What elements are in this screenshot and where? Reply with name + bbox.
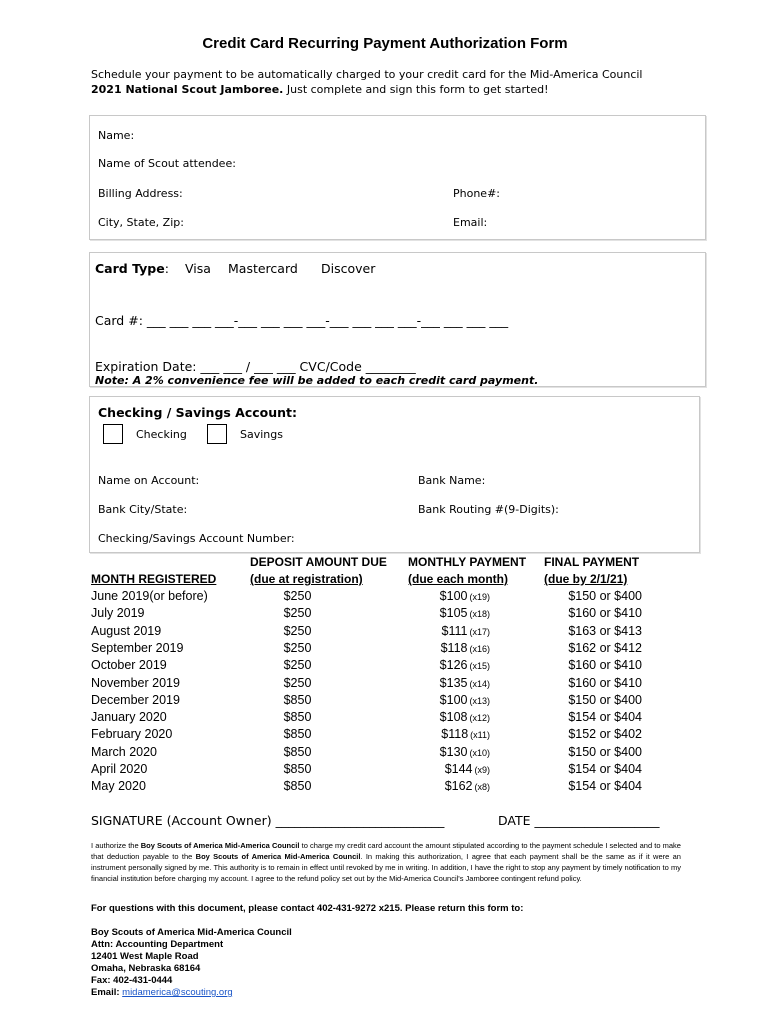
row-month: March 2020 <box>91 745 158 759</box>
billing-address-field[interactable]: Billing Address: <box>98 187 183 200</box>
row-month: October 2019 <box>91 658 167 672</box>
row-monthly-amount: $100 <box>439 693 468 707</box>
email-link[interactable]: midamerica@scouting.org <box>122 987 233 998</box>
address-attn: Attn: Accounting Department <box>91 939 224 950</box>
savings-checkbox[interactable] <box>207 424 227 444</box>
card-option-mastercard[interactable]: Mastercard <box>228 261 298 276</box>
row-payment-count: (x9) <box>474 765 490 775</box>
header-monthly-top: MONTHLY PAYMENT <box>408 555 527 569</box>
row-deposit: $850 <box>283 710 312 724</box>
bank-heading: Checking / Savings Account: <box>98 405 298 420</box>
row-deposit: $250 <box>283 676 312 690</box>
intro-line-2 <box>91 83 549 96</box>
checking-checkbox[interactable] <box>103 424 123 444</box>
row-payment-count: (x11) <box>470 730 490 740</box>
page-title: Credit Card Recurring Payment Authorization Form <box>202 35 568 52</box>
row-final: $160 or $410 <box>568 676 642 690</box>
signature-line[interactable]: SIGNATURE (Account Owner) ___________________________ <box>91 813 445 828</box>
row-payment-count: (x12) <box>469 713 490 723</box>
address-org: Boy Scouts of America Mid-America Council <box>91 927 292 938</box>
header-monthly-bottom: (due each month) <box>408 572 509 586</box>
row-deposit: $250 <box>283 606 312 620</box>
row-monthly-amount: $126 <box>439 658 468 672</box>
row-monthly-amount: $111 <box>441 624 468 638</box>
address-street: 12401 West Maple Road <box>91 951 199 962</box>
row-final: $154 or $404 <box>568 779 642 793</box>
row-deposit: $250 <box>283 624 312 638</box>
address-email-row: Email: midamerica@scouting.org <box>91 987 233 998</box>
row-final: $154 or $404 <box>568 710 642 724</box>
row-monthly-amount: $118 <box>441 727 469 741</box>
header-deposit-top: DEPOSIT AMOUNT DUE <box>250 555 387 569</box>
bank-city-state-field[interactable]: Bank City/State: <box>98 503 188 516</box>
row-monthly-amount: $105 <box>439 606 468 620</box>
row-final: $160 or $410 <box>568 606 642 620</box>
row-final: $150 or $400 <box>568 745 642 759</box>
row-monthly <box>400 710 490 724</box>
row-monthly <box>400 693 490 707</box>
card-option-visa[interactable]: Visa <box>185 261 211 276</box>
address-city: Omaha, Nebraska 68164 <box>91 963 201 974</box>
phone-field[interactable]: Phone#: <box>453 187 500 200</box>
row-payment-count: (x8) <box>474 782 490 792</box>
row-final: $163 or $413 <box>568 624 642 638</box>
card-type-label: Card Type <box>95 261 165 276</box>
row-monthly-amount: $100 <box>439 589 468 603</box>
row-payment-count: (x17) <box>469 627 490 637</box>
row-monthly-amount: $118 <box>440 641 468 655</box>
row-month: December 2019 <box>91 693 180 707</box>
bank-name-field[interactable]: Bank Name: <box>418 474 486 487</box>
row-month: August 2019 <box>91 624 162 638</box>
row-deposit: $850 <box>283 762 312 776</box>
row-month: April 2020 <box>91 762 148 776</box>
row-monthly <box>400 727 490 741</box>
row-monthly <box>400 762 490 776</box>
intro-event-name: 2021 National Scout Jamboree. <box>91 83 284 96</box>
authorization-text: I authorize the Boy Scouts of America Mid-America Council to charge my credit card account the amount stipulated according to the payment schedule I selected and to make that deduction payable to the Boy Scouts of America Mid-America Council. In making this authorization, I agree that each payment shall be the same as if it were an instrument personally signed by me. This authority is to remain in effect until revoked by me in writing. In addition, I have the right to stop any payment by timely notification to my financial institution before charging my account. I agree to the refund policy set out by the Mid-America Council's Jamboree contingent refund policy. <box>91 841 681 883</box>
row-payment-count: (x13) <box>469 696 490 706</box>
address-fax: Fax: 402-431-0444 <box>91 975 173 986</box>
row-payment-count: (x15) <box>469 661 490 671</box>
row-deposit: $250 <box>283 658 312 672</box>
header-final-bottom: (due by 2/1/21) <box>544 572 628 586</box>
row-payment-count: (x18) <box>469 609 490 619</box>
row-month: January 2020 <box>91 710 167 724</box>
row-monthly <box>400 606 490 620</box>
row-monthly-amount: $162 <box>444 779 473 793</box>
row-final: $150 or $400 <box>568 589 642 603</box>
row-deposit: $250 <box>283 641 312 655</box>
row-deposit: $850 <box>283 727 312 741</box>
email-field[interactable]: Email: <box>453 216 488 229</box>
card-type-row: Card Type: <box>95 261 169 276</box>
savings-label: Savings <box>240 428 283 441</box>
row-month: May 2020 <box>91 779 146 793</box>
row-month: September 2019 <box>91 641 184 655</box>
row-monthly <box>400 658 490 672</box>
row-final: $150 or $400 <box>568 693 642 707</box>
card-option-discover[interactable]: Discover <box>321 261 376 276</box>
intro-line-1: Schedule your payment to be automatically charged to your credit card for the Mid-America Council <box>91 68 643 81</box>
convenience-fee-note: Note: A 2% convenience fee will be added to each credit card payment. <box>95 374 539 387</box>
city-state-zip-field[interactable]: City, State, Zip: <box>98 216 184 229</box>
checking-label: Checking <box>136 428 187 441</box>
account-number-field[interactable]: Checking/Savings Account Number: <box>98 532 295 545</box>
row-monthly-amount: $135 <box>439 676 468 690</box>
row-monthly <box>400 641 490 655</box>
row-monthly <box>400 624 490 638</box>
row-monthly-amount: $108 <box>439 710 468 724</box>
row-deposit: $850 <box>283 779 312 793</box>
intro-instruction: Just complete and sign this form to get started! <box>283 83 549 96</box>
row-final: $160 or $410 <box>568 658 642 672</box>
bank-routing-field[interactable]: Bank Routing #(9-Digits): <box>418 503 559 516</box>
expiration-cvc-field[interactable]: Expiration Date: ___ ___ / ___ ___ CVC/Code ________ <box>95 359 416 374</box>
row-deposit: $850 <box>283 693 312 707</box>
row-final: $162 or $412 <box>568 641 642 655</box>
row-month: February 2020 <box>91 727 173 741</box>
card-number-field[interactable]: Card #: ___ ___ ___ ___-___ ___ ___ ___-___ ___ ___ ___-___ ___ ___ ___ <box>95 313 509 328</box>
name-field[interactable]: Name: <box>98 129 135 142</box>
header-deposit-bottom: (due at registration) <box>250 572 363 586</box>
row-monthly <box>400 779 490 793</box>
row-month: June 2019(or before) <box>91 589 208 603</box>
date-line[interactable]: DATE ____________________ <box>498 813 660 828</box>
row-monthly <box>400 676 490 690</box>
header-final-top: FINAL PAYMENT <box>544 555 640 569</box>
row-final: $154 or $404 <box>568 762 642 776</box>
row-monthly <box>400 589 490 603</box>
row-payment-count: (x14) <box>469 679 490 689</box>
row-month: November 2019 <box>91 676 180 690</box>
header-month: MONTH REGISTERED <box>91 572 217 586</box>
name-on-account-field[interactable]: Name on Account: <box>98 474 200 487</box>
questions-contact: For questions with this document, please contact 402-431-9272 x215. Please return this form to: <box>91 903 524 914</box>
row-monthly <box>400 745 490 759</box>
row-deposit: $250 <box>283 589 312 603</box>
row-payment-count: (x19) <box>469 592 490 602</box>
row-payment-count: (x10) <box>469 748 490 758</box>
row-month: July 2019 <box>91 606 145 620</box>
row-payment-count: (x16) <box>469 644 490 654</box>
row-monthly-amount: $144 <box>444 762 473 776</box>
scout-name-field[interactable]: Name of Scout attendee: <box>98 157 236 170</box>
row-deposit: $850 <box>283 745 312 759</box>
row-monthly-amount: $130 <box>439 745 468 759</box>
row-final: $152 or $402 <box>568 727 642 741</box>
